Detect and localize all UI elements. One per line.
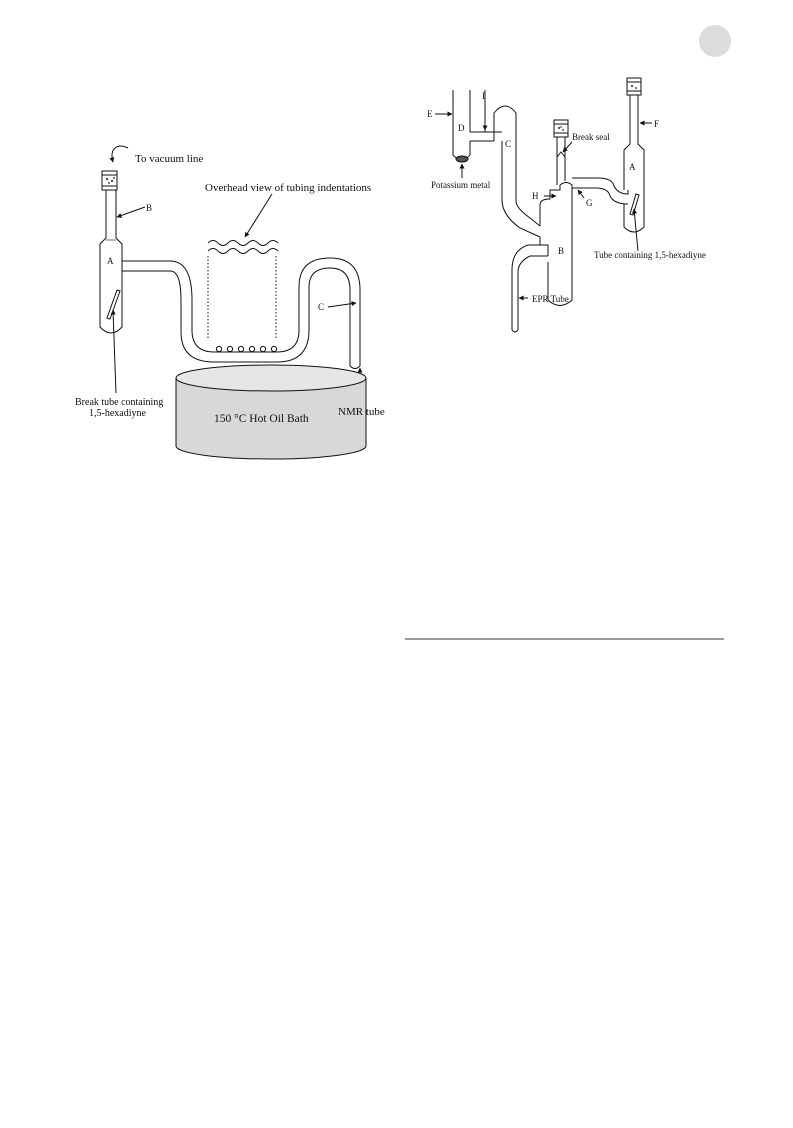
label-f: F	[654, 119, 660, 129]
break-seal-pointer	[563, 142, 572, 152]
label-b-left: B	[146, 203, 153, 213]
label-break-tube-line2: 1,5-hexadiyne	[89, 408, 146, 419]
label-e: E	[427, 109, 433, 119]
c-pointer	[328, 303, 356, 307]
break-seal-joint	[554, 120, 568, 137]
stopcock-joint	[102, 171, 117, 190]
overhead-view-wavy-lines	[208, 241, 278, 254]
potassium-metal	[456, 156, 468, 162]
label-d: D	[458, 123, 465, 133]
tube-c	[494, 106, 540, 226]
label-hot-oil-bath: 150 °C Hot Oil Bath	[214, 413, 309, 425]
u-tubing-inner	[122, 268, 350, 366]
label-break-seal: Break seal	[572, 132, 610, 142]
tubing-indentations	[216, 346, 276, 351]
right-stopcock-joint	[627, 78, 641, 95]
break-seal-mark	[557, 152, 565, 157]
break-seal-neck	[557, 137, 565, 185]
label-h: H	[532, 191, 539, 201]
nmr-tube-bottom	[350, 366, 360, 369]
epr-tube-bottom	[512, 330, 518, 332]
label-a-right: A	[629, 162, 636, 172]
label-i: I	[482, 91, 485, 101]
page-badge	[699, 25, 731, 57]
arm-g	[572, 178, 628, 204]
label-epr-tube: EPR Tube	[532, 294, 569, 304]
g-pointer	[578, 190, 584, 198]
crossbar-d-c	[470, 132, 502, 141]
label-nmr-tube: NMR tube	[338, 406, 385, 418]
label-potassium-metal: Potassium metal	[431, 180, 491, 190]
label-c-left: C	[318, 302, 325, 312]
vacuum-curved-arrow	[112, 146, 128, 162]
label-g: G	[586, 198, 593, 208]
tube-c-inner	[502, 141, 540, 237]
label-c-right: C	[505, 139, 512, 149]
overhead-pointer	[245, 194, 272, 237]
tube-containing-pointer	[634, 209, 638, 251]
u-tubing-outer	[122, 258, 360, 366]
b-pointer	[117, 207, 145, 217]
label-a-left: A	[107, 256, 114, 266]
epr-side-arm	[512, 245, 548, 330]
label-tube-containing: Tube containing 1,5-hexadiyne	[594, 250, 706, 260]
break-tube-pointer	[113, 310, 116, 393]
label-overhead-view: Overhead view of tubing indentations	[205, 182, 372, 194]
label-to-vacuum-line: To vacuum line	[135, 153, 204, 165]
chamber-b-inner	[540, 237, 548, 256]
label-break-tube-line1: Break tube containing	[75, 397, 164, 408]
chamber-b	[540, 183, 572, 306]
label-b-right: B	[558, 246, 565, 256]
